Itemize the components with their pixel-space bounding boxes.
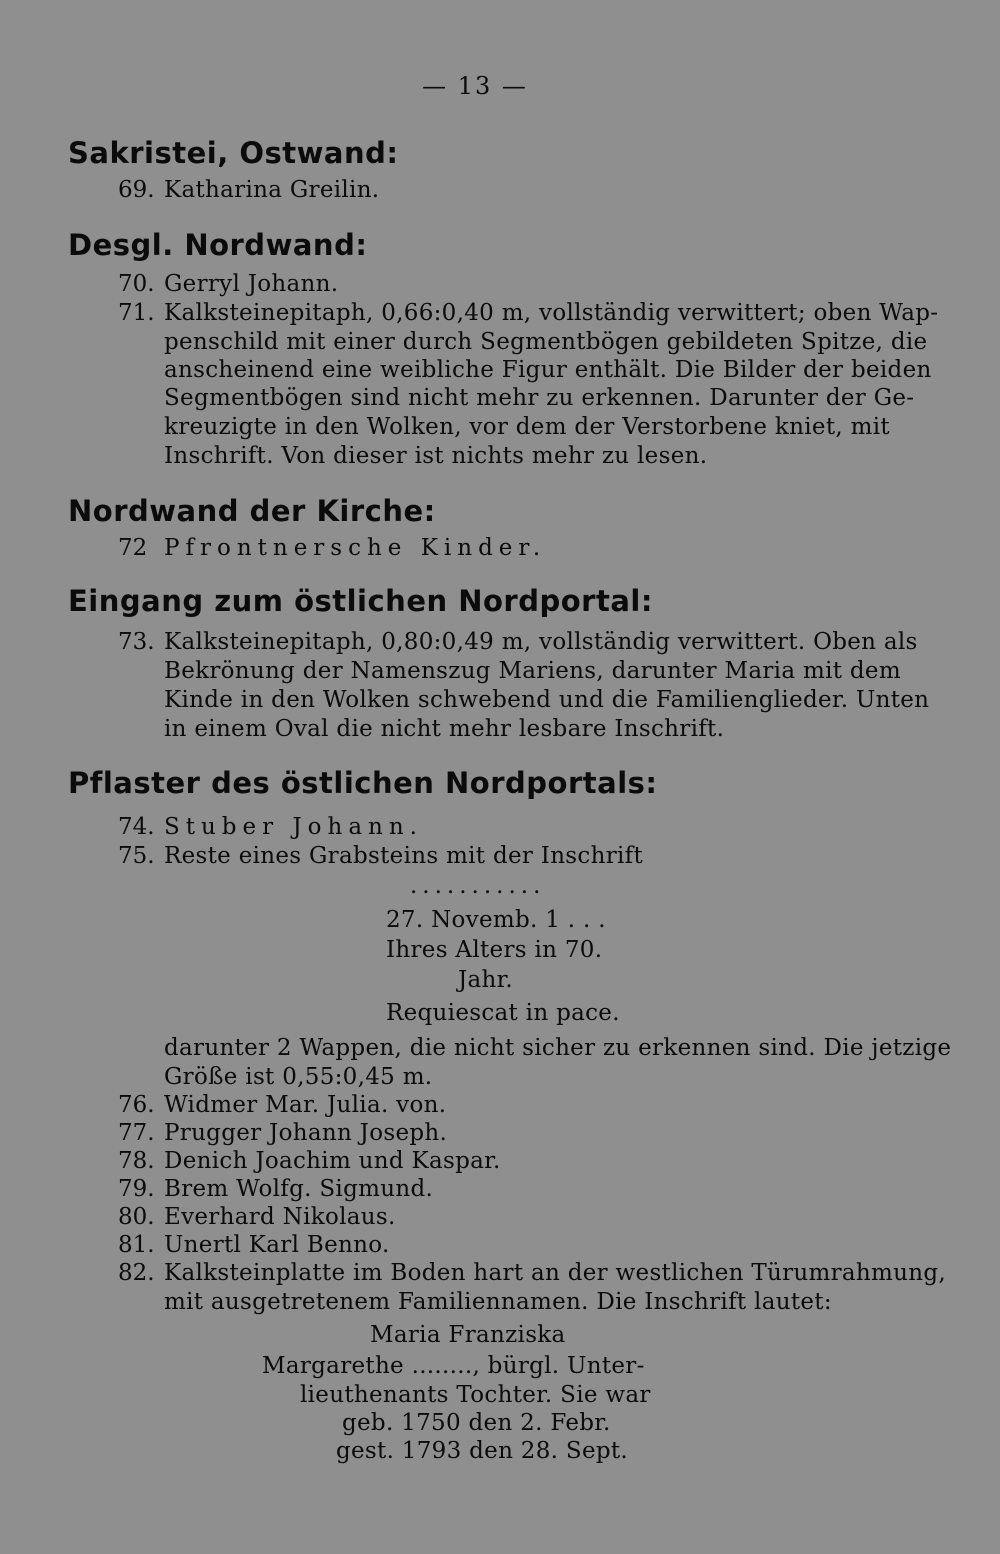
entry-text-line: Kinde in den Wolken schwebend und die Familienglieder. Unten (164, 687, 930, 713)
entry-name: Katharina Greilin. (164, 177, 380, 203)
section-heading-eingang-nordportal: Eingang zum östlichen Nordportal: (68, 584, 653, 618)
inscription-line: Maria Franziska (370, 1322, 566, 1348)
entry-number: 73. (118, 629, 155, 655)
page-number: — 13 — (422, 72, 528, 100)
entry-number: 76. (118, 1092, 155, 1118)
entry-text-line: penschild mit einer durch Segmentbögen gebildeten Spitze, die (164, 329, 928, 355)
inscription-line: Margarethe ........, bürgl. Unter- (262, 1353, 645, 1379)
entry-text-line: Kalksteinplatte im Boden hart an der westlichen Türumrahmung, (164, 1260, 946, 1286)
entry-text-line: Reste eines Grabsteins mit der Inschrift (164, 843, 644, 869)
entry-name: Stuber Johann. (164, 814, 423, 840)
entry-text-line: Bekrönung der Namenszug Mariens, darunter Maria mit dem (164, 658, 901, 684)
inscription-line: Jahr. (458, 967, 514, 993)
entry-text-line: Segmentbögen sind nicht mehr zu erkennen. Darunter der Ge- (164, 385, 915, 411)
entry-text-line: Inschrift. Von dieser ist nichts mehr zu lesen. (164, 443, 708, 469)
entry-number: 81. (118, 1232, 155, 1258)
entry-number: 78. (118, 1148, 155, 1174)
entry-number: 70. (118, 271, 155, 297)
entry-number: 75. (118, 843, 155, 869)
entry-text-line: anscheinend eine weibliche Figur enthält. Die Bilder der beiden (164, 357, 932, 383)
entry-number: 71. (118, 300, 155, 326)
entry-number: 74. (118, 814, 155, 840)
section-heading-pflaster-nordportal: Pflaster des östlichen Nordportals: (68, 766, 658, 800)
entry-number: 77. (118, 1120, 155, 1146)
entry-text-line: Kalksteinepitaph, 0,66:0,40 m, vollständig verwittert; oben Wap- (164, 300, 939, 326)
entry-number: 72 (118, 535, 148, 561)
entry-text-line: kreuzigte in den Wolken, vor dem der Verstorbene kniet, mit (164, 414, 890, 440)
entry-name: Brem Wolfg. Sigmund. (164, 1176, 434, 1202)
inscription-line: geb. 1750 den 2. Febr. (342, 1410, 611, 1436)
entry-number: 80. (118, 1204, 155, 1230)
entry-number: 79. (118, 1176, 155, 1202)
entry-name: Gerryl Johann. (164, 271, 339, 297)
entry-name: Denich Joachim und Kaspar. (164, 1148, 501, 1174)
entry-text-line: darunter 2 Wappen, die nicht sicher zu erkennen sind. Die jetzige (164, 1035, 952, 1061)
inscription-line: Requiescat in pace. (386, 1000, 620, 1026)
entry-text-line: Größe ist 0,55:0,45 m. (164, 1064, 433, 1090)
entry-name: Prugger Johann Joseph. (164, 1120, 448, 1146)
entry-name: Everhard Nikolaus. (164, 1204, 396, 1230)
inscription-line: 27. Novemb. 1 . . . (386, 907, 606, 933)
inscription-line: ........... (410, 873, 546, 899)
entry-text-line: in einem Oval die nicht mehr lesbare Inschrift. (164, 716, 725, 742)
entry-name: Unertl Karl Benno. (164, 1232, 390, 1258)
entry-text-line: Kalksteinepitaph, 0,80:0,49 m, vollständig verwittert. Oben als (164, 629, 918, 655)
entry-text-line: mit ausgetretenem Familiennamen. Die Inschrift lautet: (164, 1289, 832, 1315)
entry-name: Pfrontnersche Kinder. (164, 535, 547, 561)
entry-name: Widmer Mar. Julia. von. (164, 1092, 447, 1118)
section-heading-sakristei-ostwand: Sakristei, Ostwand: (68, 136, 399, 170)
inscription-line: lieuthenants Tochter. Sie war (300, 1382, 651, 1408)
inscription-line: gest. 1793 den 28. Sept. (336, 1438, 629, 1464)
inscription-line: Ihres Alters in 70. (386, 937, 603, 963)
entry-number: 69. (118, 177, 155, 203)
section-heading-nordwand-der-kirche: Nordwand der Kirche: (68, 494, 436, 528)
section-heading-nordwand: Desgl. Nordwand: (68, 228, 368, 262)
entry-number: 82. (118, 1260, 155, 1286)
